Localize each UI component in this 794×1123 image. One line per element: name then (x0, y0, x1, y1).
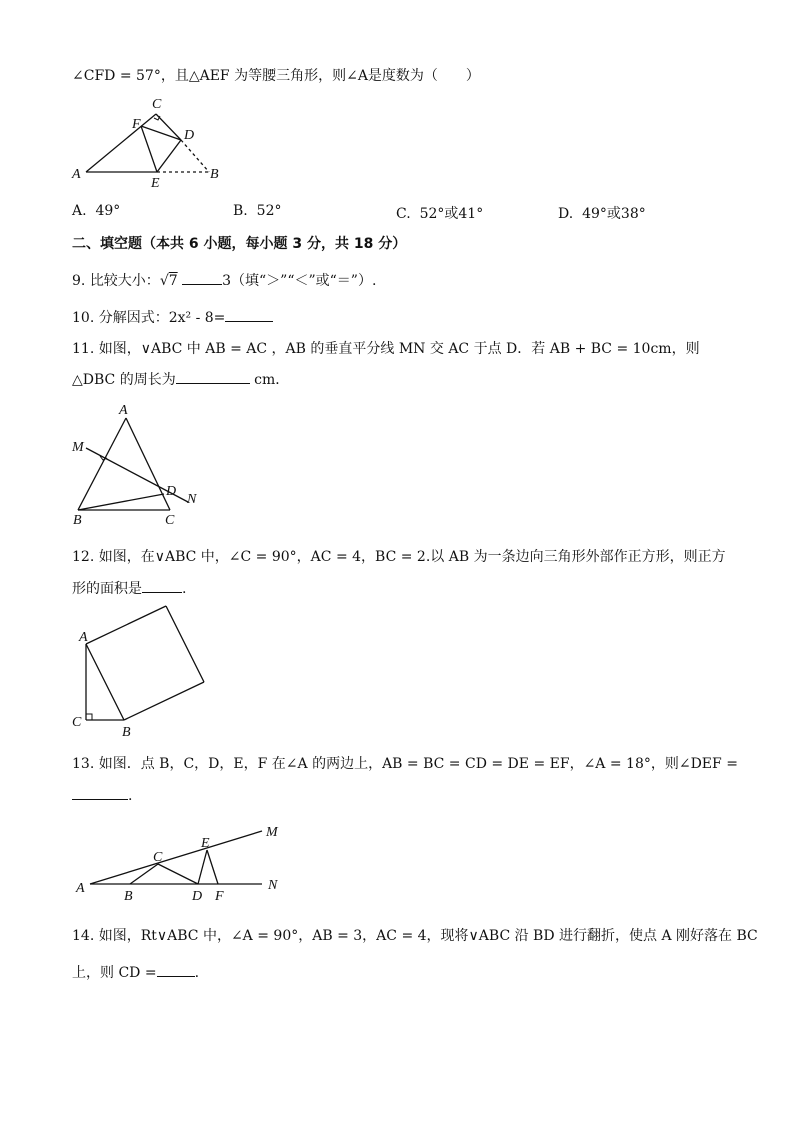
q11-line1: 11. 如图，∨ABC 中 AB = AC ，AB 的垂直平分线 MN 交 AC 于点 D．若 AB + BC = 10cm，则 (72, 341, 700, 357)
q9-blank (182, 270, 222, 285)
q8-option-b: B. 52° (233, 203, 282, 219)
q13-label-n: N (268, 878, 278, 893)
q8-option-c: C. 52°或41° (396, 206, 484, 222)
q13-line2: . (72, 785, 132, 806)
q8-label-c: C (152, 97, 162, 112)
q12-label-a: A (79, 630, 88, 645)
q8-label-e: E (151, 176, 160, 191)
q8-text: ∠CFD = 57°，且△AEF 为等腰三角形，则∠A是度数为（ ） (72, 68, 480, 84)
q12-blank (142, 578, 182, 593)
q13-label-d: D (192, 889, 203, 904)
q13-label-m: M (266, 825, 278, 840)
sqrt-symbol: √ (159, 273, 169, 289)
q8-label-f: F (132, 117, 141, 132)
q11-line2: △DBC 的周长为 cm． (72, 369, 289, 390)
section-title: 二、填空题（本共 6 小题，每小题 3 分，共 18 分） (72, 236, 407, 252)
q14-blank (157, 962, 195, 977)
q13-blank (72, 785, 128, 800)
q14-line1: 14. 如图，Rt∨ABC 中，∠A = 90°，AB = 3，AC = 4，现将∨ABC 沿 BD 进行翻折，使点 A 刚好落在 BC (72, 928, 758, 944)
q13-label-f: F (215, 889, 224, 904)
q13-label-e: E (201, 836, 210, 851)
q8-option-a: A. 49° (72, 203, 121, 219)
q12-label-b: B (122, 725, 131, 740)
q8-option-d: D. 49°或38° (558, 206, 646, 222)
q11-label-n: N (187, 492, 197, 507)
q13-line1: 13. 如图．点 B，C，D，E，F 在∠A 的两边上，AB = BC = CD = DE = EF，∠A = 18°，则∠DEF = (72, 756, 738, 772)
q11-label-a: A (119, 403, 128, 418)
q11-label-m: M (72, 440, 84, 455)
q14-line2: 上，则 CD = . (72, 962, 199, 983)
q12-line2: 形的面积是 . (72, 578, 186, 599)
q8-label-b: B (210, 167, 219, 182)
q9: 9. 比较大小：√7 3（填“＞”“＜”或“＝”）. (72, 270, 376, 291)
q8-label-d: D (184, 128, 195, 143)
q10-blank (225, 307, 273, 322)
q10: 10. 分解因式：2x² - 8= (72, 307, 273, 328)
q11-blank (176, 369, 250, 384)
q11-label-b: B (73, 513, 82, 528)
q13-label-c: C (153, 850, 163, 865)
q13-label-a: A (76, 881, 85, 896)
q13-label-b: B (124, 889, 133, 904)
q11-label-c: C (165, 513, 175, 528)
q12-label-c: C (72, 715, 82, 730)
q12-line1: 12. 如图，在∨ABC 中，∠C = 90°，AC = 4，BC = 2.以 AB 为一条边向三角形外部作正方形，则正方 (72, 549, 726, 565)
q11-label-d: D (166, 484, 177, 499)
q8-label-a: A (72, 167, 81, 182)
